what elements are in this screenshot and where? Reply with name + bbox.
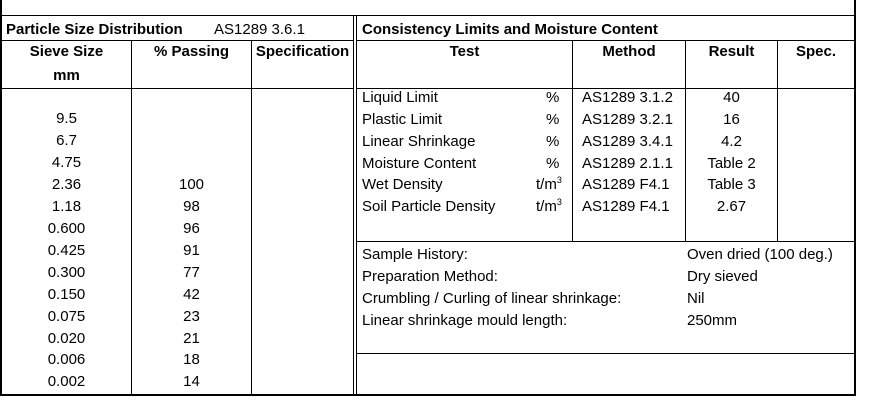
crumbling-value: Nil	[687, 290, 705, 307]
unit-cell	[536, 176, 562, 194]
unit-text: %	[546, 89, 560, 106]
passing-cell: 96	[183, 220, 200, 237]
passing-cell: 77	[183, 264, 200, 281]
unit-superscript: 3	[556, 175, 562, 185]
sieve-cell: 0.075	[47, 308, 86, 325]
result-cell: 2.67	[716, 198, 747, 215]
result-cell: Table 2	[707, 155, 756, 172]
psd-title: Particle Size Distribution	[6, 21, 183, 38]
consistency-title: Consistency Limits and Moisture Content	[362, 21, 658, 38]
unit-text: %	[546, 133, 560, 150]
consistency-header-spec: Spec.	[795, 43, 837, 60]
mould-length-label: Linear shrinkage mould length:	[362, 312, 568, 329]
test-cell: Soil Particle Density	[362, 198, 496, 215]
consistency-header-method: Method	[602, 43, 656, 60]
crumbling-label: Crumbling / Curling of linear shrinkage:	[362, 290, 622, 307]
unit-text: t/m	[536, 176, 557, 193]
unit-text: %	[546, 155, 560, 172]
passing-cell: 98	[183, 198, 200, 215]
result-cell: 16	[723, 111, 740, 128]
sieve-cell: 9.5	[56, 110, 77, 127]
method-cell: AS1289 3.4.1	[582, 133, 673, 150]
method-cell: AS1289 F4.1	[582, 176, 670, 193]
sieve-cell: 1.18	[51, 198, 82, 215]
passing-cell: 100	[178, 176, 205, 193]
method-cell: AS1289 F4.1	[582, 198, 670, 215]
method-cell: AS1289 3.2.1	[582, 111, 673, 128]
test-cell: Plastic Limit	[362, 111, 443, 128]
unit-superscript: 3	[556, 197, 562, 207]
psd-standard: AS1289 3.6.1	[214, 21, 305, 38]
psd-header-sieve: Sieve Size	[29, 43, 104, 60]
sieve-cell: 0.150	[47, 286, 86, 303]
sample-history-label: Sample History:	[362, 246, 468, 263]
sieve-cell: 2.36	[51, 176, 82, 193]
mould-length-value: 250mm	[687, 312, 738, 329]
passing-cell: 14	[183, 373, 200, 390]
result-cell: 40	[723, 89, 740, 106]
consistency-header-result: Result	[708, 43, 755, 60]
unit-text: t/m	[536, 198, 557, 215]
passing-cell: 42	[183, 286, 200, 303]
unit-cell	[536, 198, 562, 216]
psd-header-sieve-unit: mm	[53, 67, 80, 84]
test-cell: Liquid Limit	[362, 89, 438, 106]
psd-header-passing: % Passing	[153, 43, 230, 60]
passing-cell: 23	[183, 308, 200, 325]
unit-text: %	[546, 111, 560, 128]
sieve-cell: 0.300	[47, 264, 86, 281]
sieve-cell: 0.002	[47, 373, 86, 390]
preparation-method-label: Preparation Method:	[362, 268, 498, 285]
preparation-method-value: Dry sieved	[687, 268, 758, 285]
sieve-cell: 0.020	[47, 330, 86, 347]
sieve-cell: 0.425	[47, 242, 86, 259]
consistency-header-test: Test	[449, 43, 480, 60]
psd-header-spec: Specification	[255, 43, 350, 60]
sieve-cell: 0.600	[47, 220, 86, 237]
sieve-cell: 4.75	[51, 154, 82, 171]
unit-cell	[546, 133, 559, 151]
test-cell: Wet Density	[362, 176, 443, 193]
test-cell: Moisture Content	[362, 155, 477, 172]
unit-cell	[546, 89, 559, 107]
passing-cell: 21	[183, 330, 200, 347]
test-cell: Linear Shrinkage	[362, 133, 476, 150]
result-cell: Table 3	[707, 176, 756, 193]
sample-history-value: Oven dried (100 deg.)	[687, 246, 833, 263]
unit-cell	[546, 111, 559, 129]
method-cell: AS1289 3.1.2	[582, 89, 673, 106]
unit-cell	[546, 155, 559, 173]
passing-cell: 91	[183, 242, 200, 259]
sieve-cell: 0.006	[47, 351, 86, 368]
passing-cell: 18	[183, 351, 200, 368]
result-cell: 4.2	[721, 133, 742, 150]
sieve-cell: 6.7	[56, 132, 77, 149]
method-cell: AS1289 2.1.1	[582, 155, 673, 172]
